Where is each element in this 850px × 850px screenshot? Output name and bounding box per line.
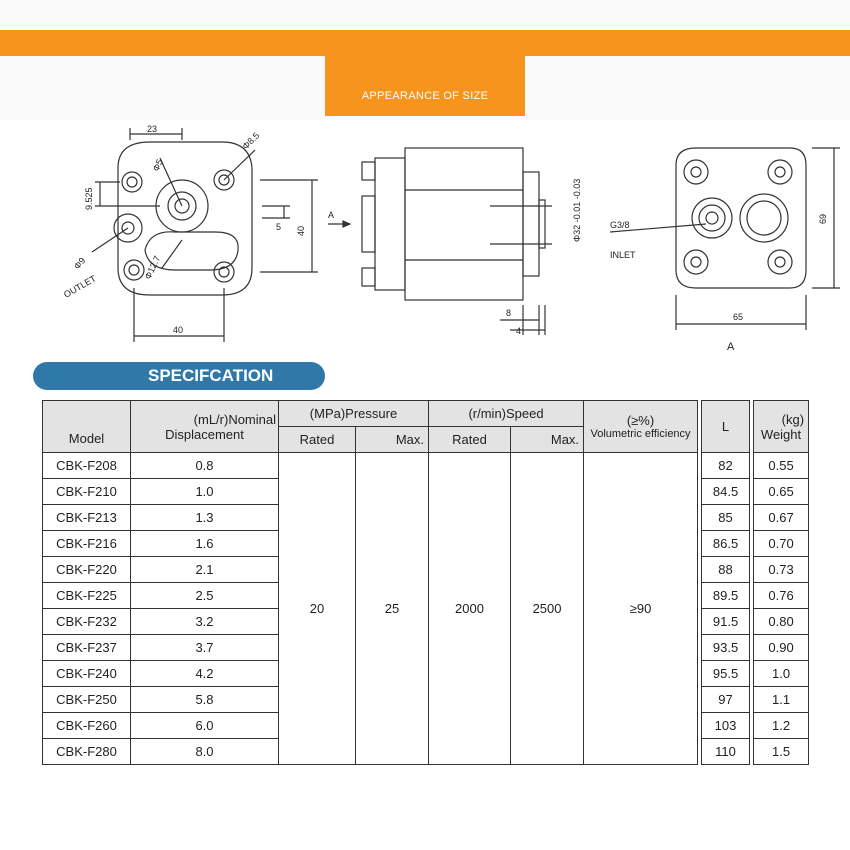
row-l: 82 xyxy=(702,453,750,479)
row-model: CBK-F225 xyxy=(43,583,131,609)
row-displacement: 1.3 xyxy=(131,505,279,531)
row-weight: 0.76 xyxy=(754,583,809,609)
dim-23: 23 xyxy=(147,124,158,134)
row-model: CBK-F260 xyxy=(43,713,131,739)
row-weight: 0.67 xyxy=(754,505,809,531)
orange-banner xyxy=(0,30,850,56)
row-model: CBK-F232 xyxy=(43,609,131,635)
row-weight: 1.0 xyxy=(754,661,809,687)
header-displacement xyxy=(131,401,279,453)
row-model: CBK-F237 xyxy=(43,635,131,661)
right-inlet-port xyxy=(692,198,732,238)
left-bolt-bottom-left xyxy=(124,260,144,280)
row-l: 93.5 xyxy=(702,635,750,661)
right-bolt-bottom-right xyxy=(768,250,792,274)
header-weight-unit: (kg) xyxy=(781,411,805,427)
row-l: 84.5 xyxy=(702,479,750,505)
row-l: 85 xyxy=(702,505,750,531)
row-model: CBK-F250 xyxy=(43,687,131,713)
dim-5: 5 xyxy=(276,222,282,232)
row-l: 97 xyxy=(702,687,750,713)
row-displacement: 2.1 xyxy=(131,557,279,583)
efficiency-value: ≥90 xyxy=(584,453,698,765)
row-l: 103 xyxy=(702,713,750,739)
dim-phi32: Φ32 -0.01 -0.03 xyxy=(572,178,582,242)
row-weight: 0.70 xyxy=(754,531,809,557)
dim-phi12-7: Φ12.7 xyxy=(142,254,163,281)
header-model: Model xyxy=(43,401,131,453)
row-weight: 1.2 xyxy=(754,713,809,739)
g3-8-label: G3/8 xyxy=(610,220,630,230)
header-efficiency xyxy=(584,401,698,453)
header-speed: (r/min)Speed xyxy=(429,401,584,427)
dim-69: 69 xyxy=(818,213,828,224)
view-a-label: A xyxy=(727,341,735,353)
row-displacement: 4.2 xyxy=(131,661,279,687)
row-l: 89.5 xyxy=(702,583,750,609)
header-row-1 xyxy=(43,401,809,427)
row-weight: 0.80 xyxy=(754,609,809,635)
dim-4: 4 xyxy=(516,326,522,336)
header-displacement-unit: (mL/r)Nominal xyxy=(193,411,276,427)
header-speed-max: Max. xyxy=(511,427,584,453)
dim-9-525: 9.525 xyxy=(84,187,94,210)
right-bolt-top-left xyxy=(684,160,708,184)
dim-phi5: Φ5 xyxy=(150,157,165,173)
row-displacement: 8.0 xyxy=(131,739,279,765)
row-l: 86.5 xyxy=(702,531,750,557)
pressure-max-value: 25 xyxy=(356,453,429,765)
row-l: 91.5 xyxy=(702,609,750,635)
spec-table xyxy=(42,400,809,765)
row-displacement: 1.0 xyxy=(131,479,279,505)
header-l: L xyxy=(702,401,750,453)
row-displacement: 3.2 xyxy=(131,609,279,635)
header-weight xyxy=(754,401,809,453)
row-weight: 0.55 xyxy=(754,453,809,479)
row-l: 88 xyxy=(702,557,750,583)
header-speed-rated: Rated xyxy=(429,427,511,453)
speed-rated-value: 2000 xyxy=(429,453,511,765)
row-displacement: 6.0 xyxy=(131,713,279,739)
dim-phi9: Φ9 xyxy=(71,255,88,272)
row-l: 110 xyxy=(702,739,750,765)
row-model: CBK-F210 xyxy=(43,479,131,505)
header-pressure: (MPa)Pressure xyxy=(279,401,429,427)
dim-40-horizontal: 40 xyxy=(173,325,184,335)
spec-title: SPECIFCATION xyxy=(148,366,274,385)
view-a-arrow-label: A xyxy=(328,210,335,220)
speed-max-value: 2500 xyxy=(511,453,584,765)
right-bolt-top-right xyxy=(768,160,792,184)
dim-65: 65 xyxy=(733,312,744,322)
banner-title: APPEARANCE OF SIZE xyxy=(361,90,489,102)
row-model: CBK-F220 xyxy=(43,557,131,583)
dim-40-vertical: 40 xyxy=(296,225,306,236)
header-efficiency-label: Volumetric efficiency xyxy=(590,428,691,440)
header-pressure-rated: Rated xyxy=(279,427,356,453)
row-model: CBK-F240 xyxy=(43,661,131,687)
header-weight-label: Weight xyxy=(760,426,802,442)
row-weight: 0.73 xyxy=(754,557,809,583)
right-bolt-bottom-left xyxy=(684,250,708,274)
header-displacement-label: Displacement xyxy=(165,426,244,442)
header-efficiency-unit: (≥%) xyxy=(626,413,655,428)
pressure-rated-value: 20 xyxy=(279,453,356,765)
middle-body xyxy=(405,148,523,300)
left-bolt-top-left xyxy=(122,172,142,192)
spec-title-pill xyxy=(33,362,325,390)
row-weight: 1.5 xyxy=(754,739,809,765)
row-displacement: 0.8 xyxy=(131,453,279,479)
row-model: CBK-F208 xyxy=(43,453,131,479)
row-displacement: 3.7 xyxy=(131,635,279,661)
banner-tab xyxy=(325,56,525,116)
outlet-label: OUTLET xyxy=(62,273,98,300)
dim-phi8-5: Φ8.5 xyxy=(240,130,262,152)
row-model: CBK-F280 xyxy=(43,739,131,765)
row-displacement: 1.6 xyxy=(131,531,279,557)
row-weight: 0.65 xyxy=(754,479,809,505)
header-pressure-max: Max. xyxy=(356,427,429,453)
dim-8: 8 xyxy=(506,308,512,318)
row-displacement: 2.5 xyxy=(131,583,279,609)
table-row xyxy=(43,453,809,479)
row-model: CBK-F213 xyxy=(43,505,131,531)
pump-dimension-drawing xyxy=(0,120,850,360)
row-l: 95.5 xyxy=(702,661,750,687)
row-weight: 0.90 xyxy=(754,635,809,661)
row-model: CBK-F216 xyxy=(43,531,131,557)
inlet-label: INLET xyxy=(610,250,636,260)
row-weight: 1.1 xyxy=(754,687,809,713)
row-displacement: 5.8 xyxy=(131,687,279,713)
